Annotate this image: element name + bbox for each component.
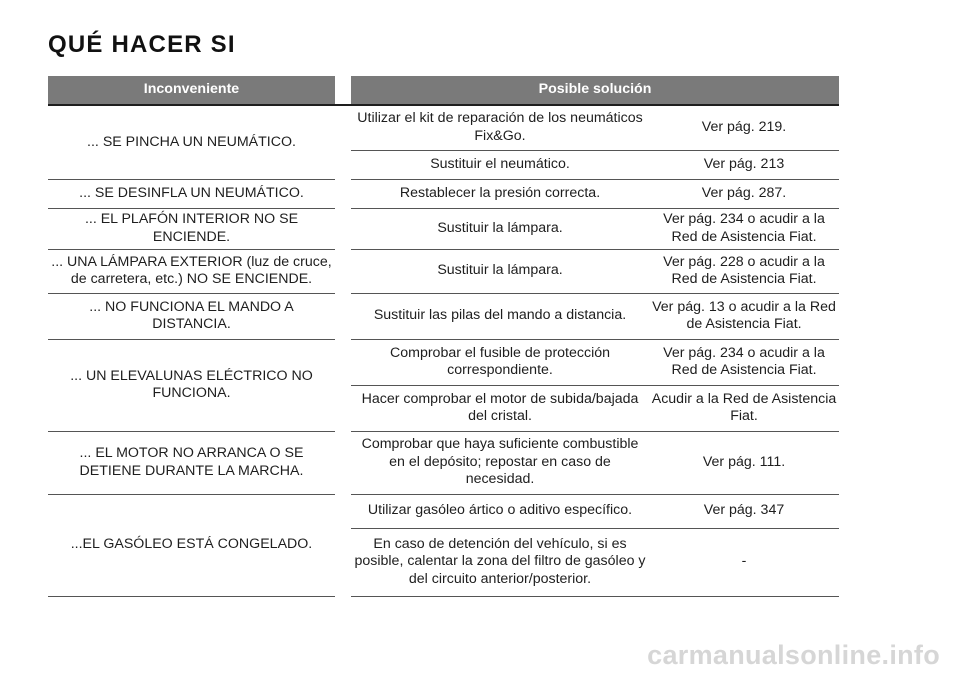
reference-cell: - [649,528,839,596]
action-cell: Hacer comprobar el motor de subida/bajada del cristal. [351,385,649,431]
header-row [48,76,839,105]
problem-cell: ...EL GASÓLEO ESTÁ CONGELADO. [48,494,335,596]
gap-cell [335,339,351,431]
action-cell: Sustituir las pilas del mando a distancia. [351,293,649,339]
problem-cell: ... NO FUNCIONA EL MANDO A DISTANCIA. [48,293,335,339]
gap-cell [335,208,351,249]
gap-cell [335,494,351,596]
problem-cell: ... EL MOTOR NO ARRANCA O SE DETIENE DURANTE LA MARCHA. [48,431,335,494]
header-solution: Posible solución [351,76,839,105]
table-row [48,339,839,385]
table-row [48,105,839,150]
gap-cell [335,431,351,494]
action-cell: Sustituir el neumático. [351,150,649,179]
header-gap [335,76,351,105]
reference-cell: Ver pág. 347 [649,494,839,528]
problem-cell: ... UN ELEVALUNAS ELÉCTRICO NO FUNCIONA. [48,339,335,431]
table-row [48,208,839,249]
action-cell: Restablecer la presión correcta. [351,179,649,208]
reference-cell: Acudir a la Red de Asistencia Fiat. [649,385,839,431]
action-cell: Comprobar el fusible de protección correspondiente. [351,339,649,385]
gap-cell [335,249,351,293]
action-cell: Comprobar que haya suficiente combustible en el depósito; repostar en caso de necesidad. [351,431,649,494]
page-title: QUÉ HACER SI [48,31,236,58]
action-cell: Utilizar el kit de reparación de los neumáticos Fix&Go. [351,105,649,150]
table-row [48,293,839,339]
table-row [48,494,839,528]
reference-cell: Ver pág. 111. [649,431,839,494]
problem-cell: ... UNA LÁMPARA EXTERIOR (luz de cruce, de carretera, etc.) NO SE ENCIENDE. [48,249,335,293]
reference-cell: Ver pág. 234 o acudir a la Red de Asistencia Fiat. [649,208,839,249]
action-cell: Sustituir la lámpara. [351,249,649,293]
watermark: carmanualsonline.info [647,640,940,670]
reference-cell: Ver pág. 219. [649,105,839,150]
troubleshooting-table [48,76,839,597]
reference-cell: Ver pág. 287. [649,179,839,208]
gap-cell [335,179,351,208]
reference-cell: Ver pág. 234 o acudir a la Red de Asistencia Fiat. [649,339,839,385]
action-cell: Utilizar gasóleo ártico o aditivo específico. [351,494,649,528]
table-row [48,179,839,208]
problem-cell: ... SE DESINFLA UN NEUMÁTICO. [48,179,335,208]
table-row [48,249,839,293]
gap-cell [335,105,351,179]
problem-cell: ... EL PLAFÓN INTERIOR NO SE ENCIENDE. [48,208,335,249]
table-row [48,431,839,494]
action-cell: En caso de detención del vehículo, si es posible, calentar la zona del filtro de gasóleo y del circuito anterior/posterior. [351,528,649,596]
header-problem: Inconveniente [48,76,335,105]
action-cell: Sustituir la lámpara. [351,208,649,249]
reference-cell: Ver pág. 213 [649,150,839,179]
reference-cell: Ver pág. 13 o acudir a la Red de Asistencia Fiat. [649,293,839,339]
reference-cell: Ver pág. 228 o acudir a la Red de Asistencia Fiat. [649,249,839,293]
problem-cell: ... SE PINCHA UN NEUMÁTICO. [48,105,335,179]
gap-cell [335,293,351,339]
